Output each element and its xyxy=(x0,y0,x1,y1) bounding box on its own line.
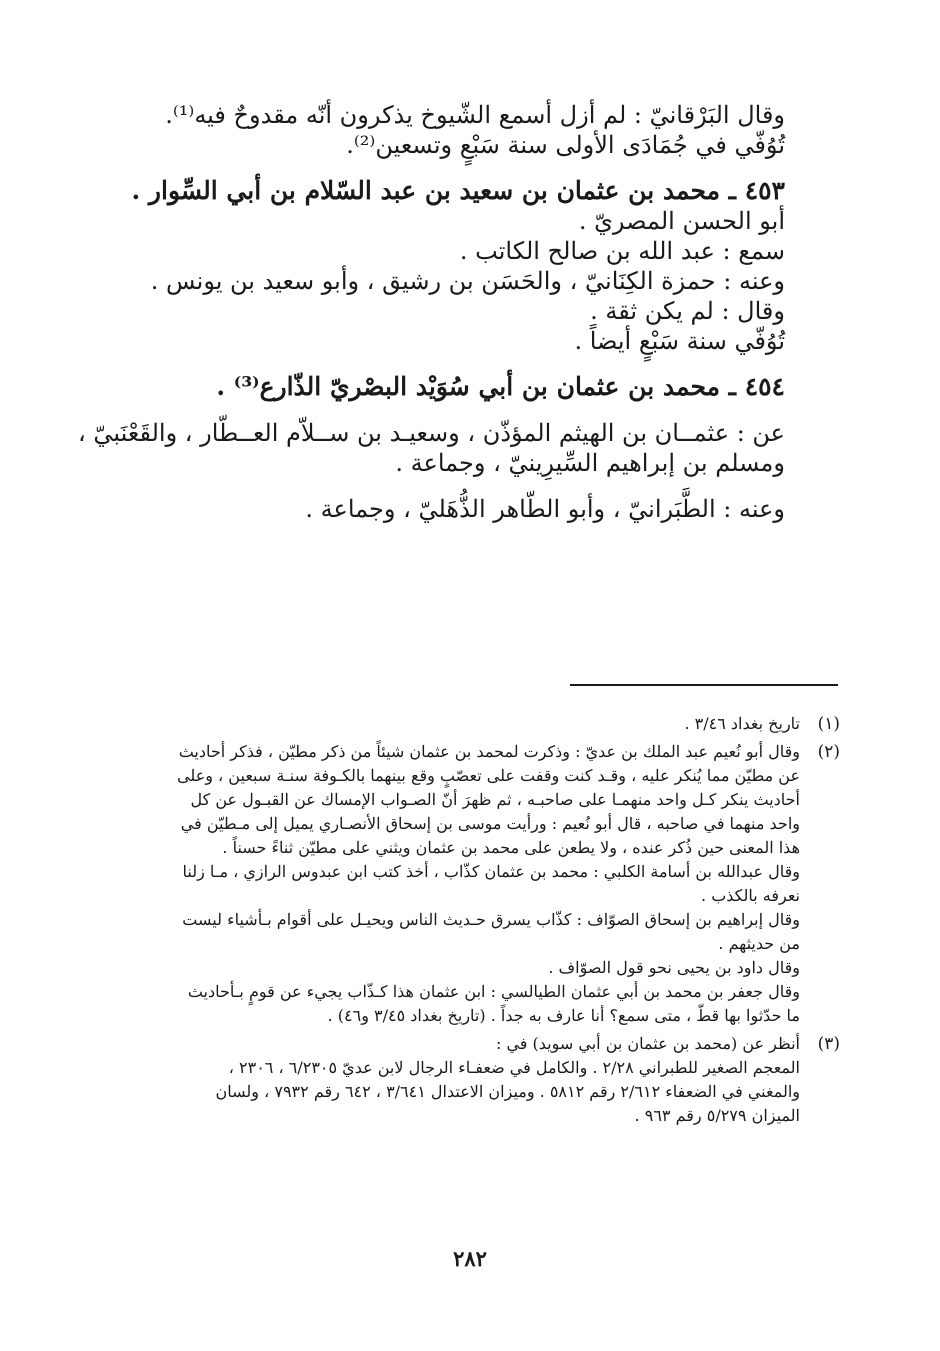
text-line: أبو الحسن المصريّ . xyxy=(578,207,785,235)
footnote-1 xyxy=(120,712,840,736)
footnote-line: والمغني في الضعفاء ٢/٦١٢ رقم ٥٨١٢ . وميزان الاعتدال ٣/٦٤١ ، ٦٤٢ رقم ٧٩٣٢ ، ولسان xyxy=(215,1082,800,1101)
footnotes xyxy=(120,712,840,1132)
text-line: وقال البَرْقانيّ : لم أزل أسمع الشّيوخ يذكرون أنّه مقدوحٌ فيه⁽¹⁾. xyxy=(165,101,785,129)
footnote-body xyxy=(120,712,800,736)
footnote-number: (١) xyxy=(817,714,840,734)
footnote-body xyxy=(120,740,800,1028)
text-line: وقال : لم يكن ثقة . xyxy=(590,297,785,325)
footnote-3 xyxy=(120,1032,840,1128)
footnote-body xyxy=(120,1032,800,1128)
footnote-line: وقال عبدالله بن أسامة الكلبي : محمد بن عثمان كذّاب ، أخذ كتب ابن عبدوس الرازي ، مـا زلنا xyxy=(182,862,800,881)
footnote-line: واحد منهما في صاحبه ، قال أبو نُعيم : ورأيت موسى بن إسحاق الأنصـاري يميل إلى مـطيّن في xyxy=(180,814,800,833)
footnote-line: المعجم الصغير للطبراني ٢/٢٨ . والكامل في ضعفـاء الرجال لابن عديّ ٦/٢٣٠٥ ، ٢٣٠٦ ، xyxy=(228,1058,800,1077)
footnote-line: وقال أبو نُعيم عبد الملك بن عديّ : وذكرت لمحمد بن عثمان شيئاً من ذكر مطيّن ، فذكر أحاديث xyxy=(178,742,800,761)
text-line: عن : عثمــان بن الهيثم المؤذّن ، وسعيـد بن ســلاّم العــطّار ، والقَعْنَبيّ ، xyxy=(78,419,785,447)
footnote-line: نعرفه بالكذب . xyxy=(701,886,800,905)
footnote-number: (٣) xyxy=(817,1034,840,1054)
footnote-line: أنظر عن (محمد بن عثمان بن أبي سويد) في : xyxy=(495,1034,800,1053)
footnote-2 xyxy=(120,740,840,1028)
text-line: وعنه : حمزة الكِنَانيّ ، والحَسَن بن رشيق ، وأبو سعيد بن يونس . xyxy=(150,267,785,295)
footnote-line: وقال جعفر بن محمد بن أبي عثمان الطيالسي : ابن عثمان هذا كـذّاب يجيء عن قومٍ بـأحاديث xyxy=(187,982,800,1001)
footnote-line: ما حدّثوا بها قطّ ، متى سمع؟ أنا عارف به جداً . (تاريخ بغداد ٣/٤٥ و٤٦) . xyxy=(327,1006,800,1025)
footnote-line: أحاديث ينكر كـل واحد منهمـا على صاحبـه ، ثم ظهرَ أنّ الصـواب الإمساك عن القبـول عن كل xyxy=(190,790,800,809)
footnote-line: الميزان ٥/٢٧٩ رقم ٩٦٣ . xyxy=(634,1106,800,1125)
entry-heading-453: ٤٥٣ ـ محمد بن عثمان بن سعيد بن عبد السّلام بن أبي السِّوار . xyxy=(131,176,785,205)
footnote-line: من حديثهم . xyxy=(718,934,800,953)
text-line: تُوُفّي سنة سَبْعٍ أيضاً . xyxy=(574,327,785,355)
main-text xyxy=(78,100,785,524)
footnote-line: عن مطيّن مما يُنكر عليه ، وقـد كنت وقفت على تعصّبٍ وقع بينهما بالكـوفة سنـة سبعين ، وعلى xyxy=(177,766,800,785)
text-line: ومسلم بن إبراهيم السِّيرِينيّ ، وجماعة . xyxy=(395,449,785,477)
footnote-line: وقال داود بن يحيى نحو قول الصوّاف . xyxy=(548,958,800,977)
entry-heading-454: ٤٥٤ ـ محمد بن عثمان بن أبي سُوَيْد البصْريّ الذّارع⁽³⁾ . xyxy=(216,372,785,401)
footnote-number: (٢) xyxy=(817,742,840,762)
text-line: وعنه : الطَّبَرانيّ ، وأبو الطّاهر الذُّهَليّ ، وجماعة . xyxy=(305,495,785,523)
footnote-divider xyxy=(570,684,838,686)
footnote-line: هذا المعنى حين ذُكر عنده ، ولا يطعن على محمد بن عثمان ويثني على مطيّن ثناءً حسناً . xyxy=(222,838,800,857)
footnote-line: وقال إبراهيم بن إسحاق الصوّاف : كذّاب يسرق حـديث الناس ويحيـل على أقوام بـأشياء ليست xyxy=(182,910,800,929)
footnote-line: تاريخ بغداد ٣/٤٦ . xyxy=(684,714,800,733)
text-line: تُوُفّي في جُمَادَى الأولى سنة سَبْعٍ وتسعين⁽²⁾. xyxy=(346,131,785,159)
page-number: ٢٨٢ xyxy=(453,1246,487,1271)
text-line: سمع : عبد الله بن صالح الكاتب . xyxy=(459,237,785,265)
